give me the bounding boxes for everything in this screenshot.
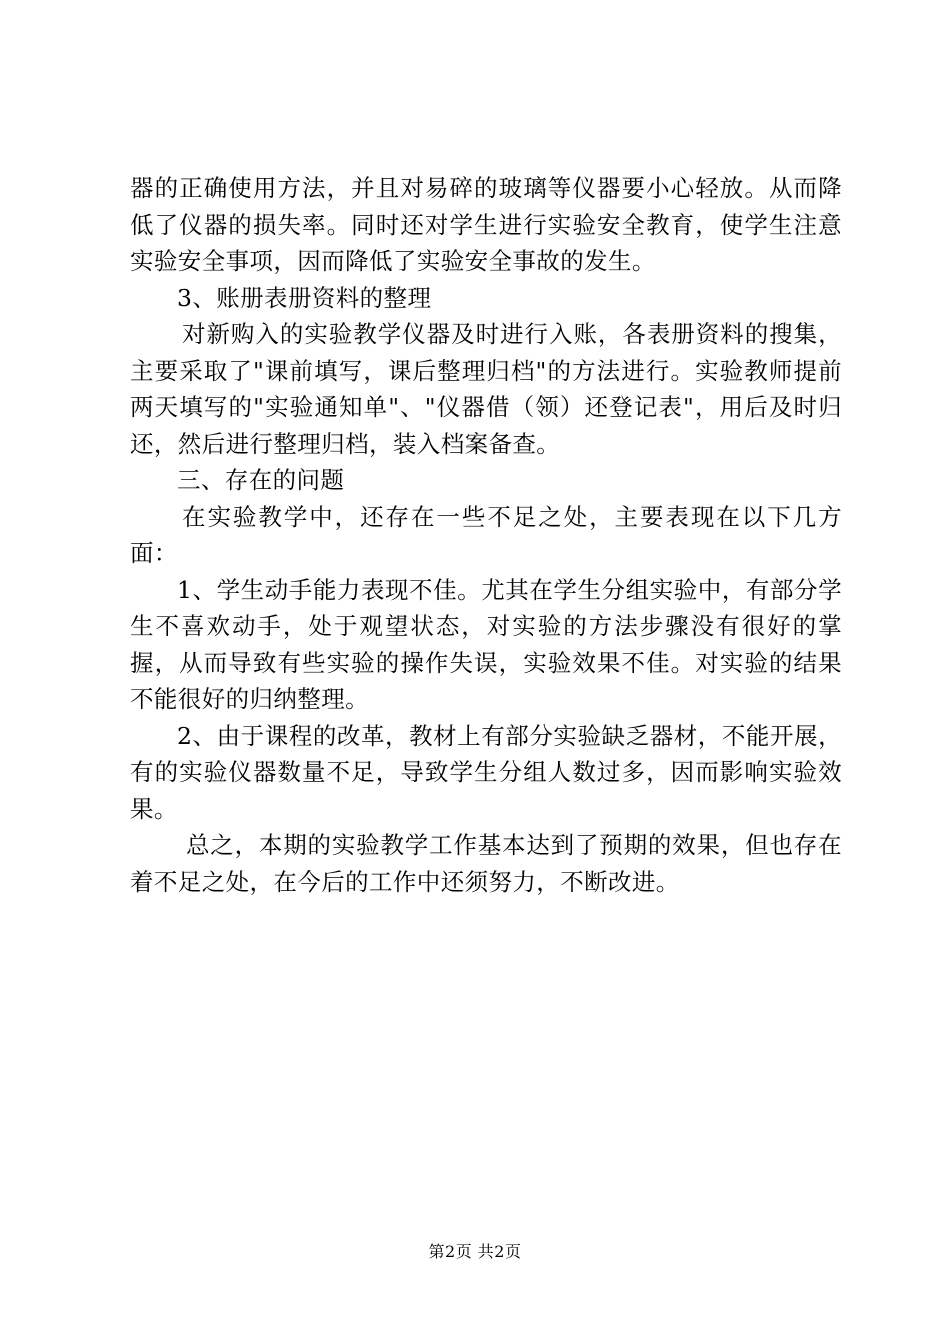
document-body xyxy=(130,170,842,900)
paragraph-problem-1: 1、学生动手能力表现不佳。尤其在学生分组实验中，有部分学生不喜欢动手，处于观望状态，对实验的方法步骤没有很好的掌握，从而导致有些实验的操作失误，实验效果不佳。对实验的结果不能很好的归纳整理。 xyxy=(130,575,842,713)
paragraph-ledger: 对新购入的实验教学仪器及时进行入账，各表册资料的搜集，主要采取了"课前填写，课后整理归档"的方法进行。实验教师提前两天填写的"实验通知单"、"仪器借（领）还登记表"，用后及时归还，然后进行整理归档，装入档案备查。 xyxy=(130,320,842,458)
section-heading-ledger: 3、账册表册资料的整理 xyxy=(177,283,432,312)
page-footer: 第2页 共2页 xyxy=(428,1242,522,1261)
paragraph-continuation: 器的正确使用方法，并且对易碎的玻璃等仪器要小心轻放。从而降低了仪器的损失率。同时还对学生进行实验安全教育，使学生注意实验安全事项，因而降低了实验安全事故的发生。 xyxy=(130,174,842,275)
paragraph-problems-intro: 在实验教学中，还存在一些不足之处，主要表现在以下几方面： xyxy=(130,502,842,567)
paragraph-problem-2: 2、由于课程的改革，教材上有部分实验缺乏器材，不能开展，有的实验仪器数量不足，导致学生分组人数过多，因而影响实验效果。 xyxy=(130,721,842,823)
section-heading-problems: 三、存在的问题 xyxy=(177,466,345,494)
paragraph-conclusion: 总之，本期的实验教学工作基本达到了预期的效果，但也存在着不足之处，在今后的工作中还须努力，不断改进。 xyxy=(130,831,842,896)
